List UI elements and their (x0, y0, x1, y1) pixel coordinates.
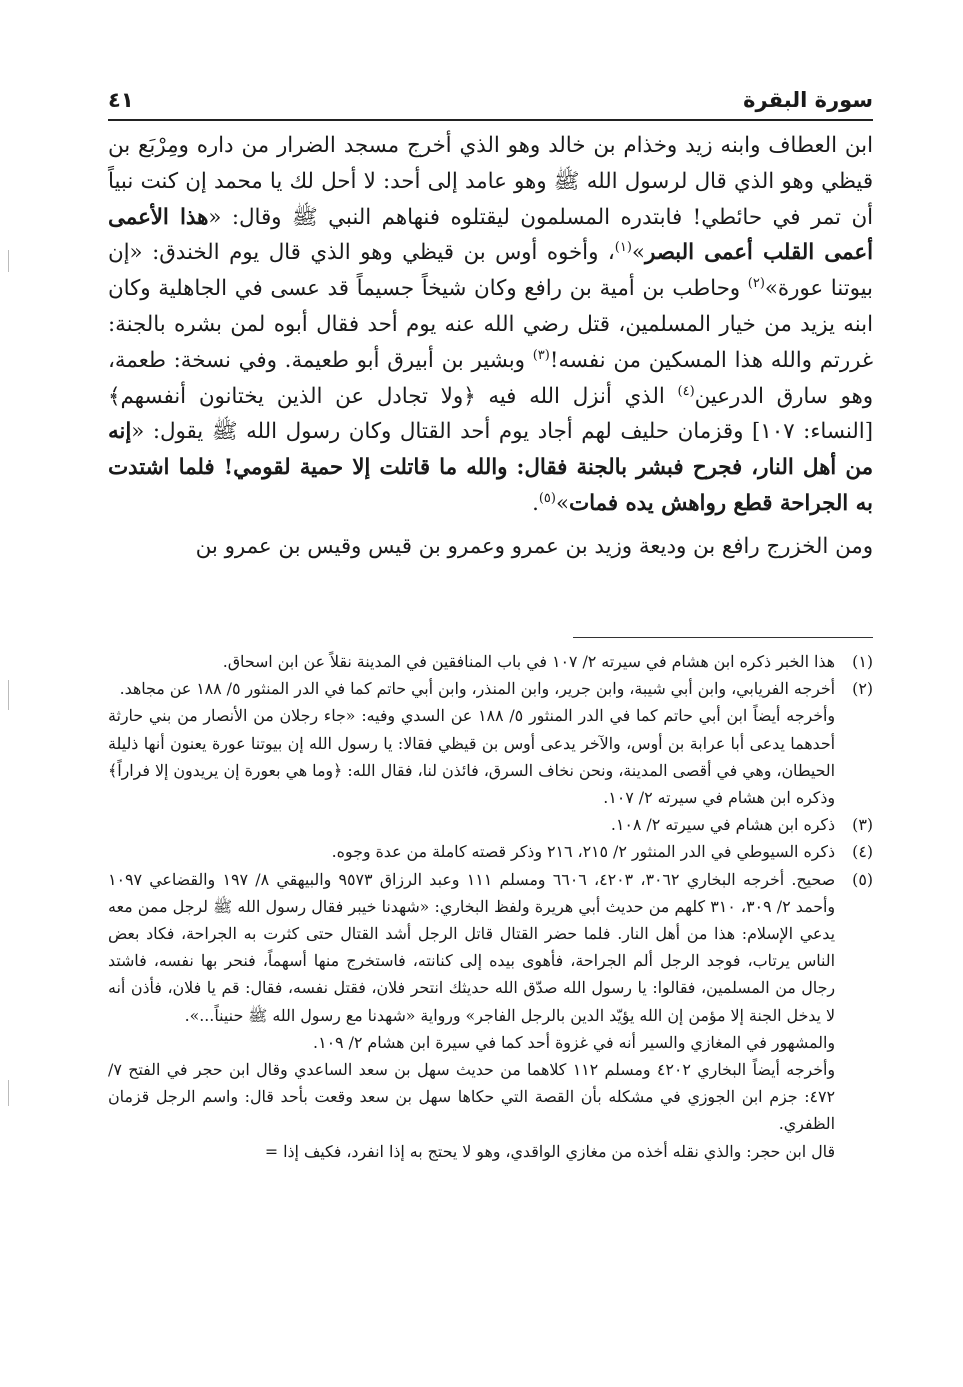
text-run: » (631, 240, 645, 266)
main-paragraph-1 (108, 128, 873, 522)
text-run: ابن العطاف وابنه زيد وخذام بن خالد وهو الذي أخرج مسجد الضرار من داره ومِرْبَع بن قيظي وهو الذي قال لرسول الله ﷺ وهو عامد إلى أحد: لا أحل لك يا محمد إن كنت نبياً أن تمر في حائطي! فابتدره المسلمون ليقتلوه فنهاهم النبي ﷺ وقال: « (108, 133, 874, 230)
footnote-2 (108, 675, 873, 811)
text-run: » (555, 490, 570, 516)
page-number: ٤١ (108, 88, 134, 112)
text-run: ، وأخوه أوس بن قيظي وهو الذي قال يوم الخندق: «إن بيوتنا عورة» (108, 240, 873, 302)
footnote-text: صحيح. أخرجه البخاري ٣٠٦٢، ٤٢٠٣، ٦٦٠٦ ومسلم ١١١ وعبد الرزاق ٩٥٧٣ والبيهقي ٨/ ١٩٧ والقضاعي ١٠٩٧ وأحمد ٢/ ٣٠٩، ٣١٠ كلهم من حديث أبي هريرة ولفظ البخاري: «شهدنا خيبر فقال رسول الله ﷺ لرجل ممن معه يدعي الإسلام: هذا من أهل النار. فلما حضر القتال قاتل الرجل أشد القتال حتى كثرت به الجراحة، فكاد بعض الناس يرتاب، فوجد الرجل ألم الجراحة، فأهوى بيده إلى كنانته، فاستخرج منها أسهماً، فنحر بها نفسه، فاشتد رجال من المسلمين، فقالوا: يا رسول الله صدّق الله حديثك انتحر فلان، فقتل نفسه، فقال: قم يا فلان، فأذن أنه لا يدخل الجنة إلا مؤمن إن الله يؤيّد الدين بالرجل الفاجر» ورواية «شهدنا مع رسول الله ﷺ حنيناً...». (108, 869, 835, 1025)
footnote-number: (٤) (852, 842, 873, 862)
main-paragraph-2: ومن الخزرج رافع بن وديعة وزيد بن عمرو وعمرو بن قيس وقيس بن عمرو بن (195, 533, 873, 559)
footnote-number: (٣) (852, 815, 873, 835)
footnote-text: وأخرجه أيضاً ابن أبي حاتم كما في الدر المنثور ٥/ ١٨٨ عن السدي وفيه: «جاء رجلان من الأنصار من بني حارثة أحدهما يدعى أبا عرابة بن أوس، والآخر يدعى أوس بن قيظي فقالا: يا رسول الله إن بيوتنا عورة يعنون أنها ذليلة الحيطان، وهي في أقصى المدينة، ونحن نخاف السرق، فائذن لنا، فقال الله: ﴿وما هي بعورة إن يريدون إلا فراراً﴾ وذكره ابن هشام في سيرته ٢/ ١٠٧. (108, 706, 835, 808)
footnote-number: (١) (852, 652, 873, 671)
footnote-text: والمشهور في المغازي والسير أنه في غزوة أحد كما في سيرة ابن هشام ٢/ ١٠٩. (313, 1032, 835, 1052)
footnote-1 (108, 648, 873, 675)
footnote-number: (٥) (852, 869, 873, 889)
surah-title: سورة البقرة (743, 88, 873, 112)
footnote-ref-4[interactable]: (٤) (677, 383, 695, 399)
footnote-text: وأخرجه أيضاً البخاري ٤٢٠٢ ومسلم ١١٢ كلاهما من حديث سهل بن سعد الساعدي وقال ابن حجر في الفتح ٧/ ٤٧٢: جزم ابن الجوزي في مشكله بأن القصة التي حكاها سهل بن سعد وقعت بأحد قال: واسم الرجل قزمان الظفري. (108, 1060, 836, 1134)
footnote-3 (108, 811, 873, 838)
text-run: وبشير بن أبيرق أبو طعيمة. وفي نسخة: طعمة، وهو سارق الدرعين (108, 347, 873, 409)
footnote-number: (٢) (852, 679, 873, 699)
scan-edge-mark (8, 680, 9, 710)
page-header (108, 82, 873, 118)
footnote-ref-3[interactable]: (٣) (532, 347, 550, 363)
header-divider (108, 119, 873, 121)
text-run: وحاطب بن أمية بن رافع وكان شيخاً جسيماً قد عسى في الجاهلية وكان ابنه يزيد من خيار المسلمين، قتل رضي الله عنه يوم أحد فقال أبوه لمن بشره بالجنة: غررتم والله هذا المسكين من نفسه! (108, 276, 873, 373)
footnote-4 (108, 838, 873, 865)
text-run: الذي أنزل الله فيه ﴿ولا تجادل عن الذين يختانون أنفسهم﴾ [النساء: ١٠٧] وقزمان حليف لهم أجاد يوم أحد القتال وكان رسول الله ﷺ يقول: « (108, 383, 873, 445)
footnote-ref-2[interactable]: (٢) (747, 276, 765, 292)
main-text (108, 128, 873, 565)
quote-bold: هذا الأعمى أعمى القلب أعمى البصر (108, 204, 873, 266)
footnote-ref-5[interactable]: (٥) (538, 490, 556, 506)
scan-edge-mark (8, 1080, 9, 1106)
quote-bold: إنه من أهل النار، فجرح فبشر بالجنة فقال: والله ما قاتلت إلا حمية لقومي! فلما اشتدت به الجراحة قطع رواهش يده فمات (108, 419, 873, 516)
footnote-divider (573, 637, 873, 638)
footnote-text: ذكره السيوطي في الدر المنثور ٢/ ٢١٥، ٢١٦ وذكر قصته كاملة من عدة وجوه. (331, 842, 835, 862)
footnote-text: أخرجه الفريابي، وابن أبي شيبة، وابن جرير، وابن المنذر، وابن أبي حاتم كما في الدر المنثور ٥/ ١٨٨ عن مجاهد. (119, 679, 835, 699)
footnotes (108, 648, 873, 1165)
footnote-text: قال ابن حجر: والذي نقله أخذه من مغازي الواقدي، وهو لا يحتج به إذا انفرد، فكيف إذا = (264, 1141, 835, 1161)
footnote-5 (108, 866, 873, 1165)
scan-edge-mark (8, 250, 9, 272)
footnote-text: هذا الخبر ذكره ابن هشام في سيرته ٢/ ١٠٧ في باب المنافقين في المدينة نقلاً عن ابن اسحاق. (222, 652, 835, 671)
text-run: . (532, 490, 539, 516)
footnote-ref-1[interactable]: (١) (614, 240, 632, 256)
footnote-text: ذكره ابن هشام في سيرته ٢/ ١٠٨. (610, 815, 835, 835)
